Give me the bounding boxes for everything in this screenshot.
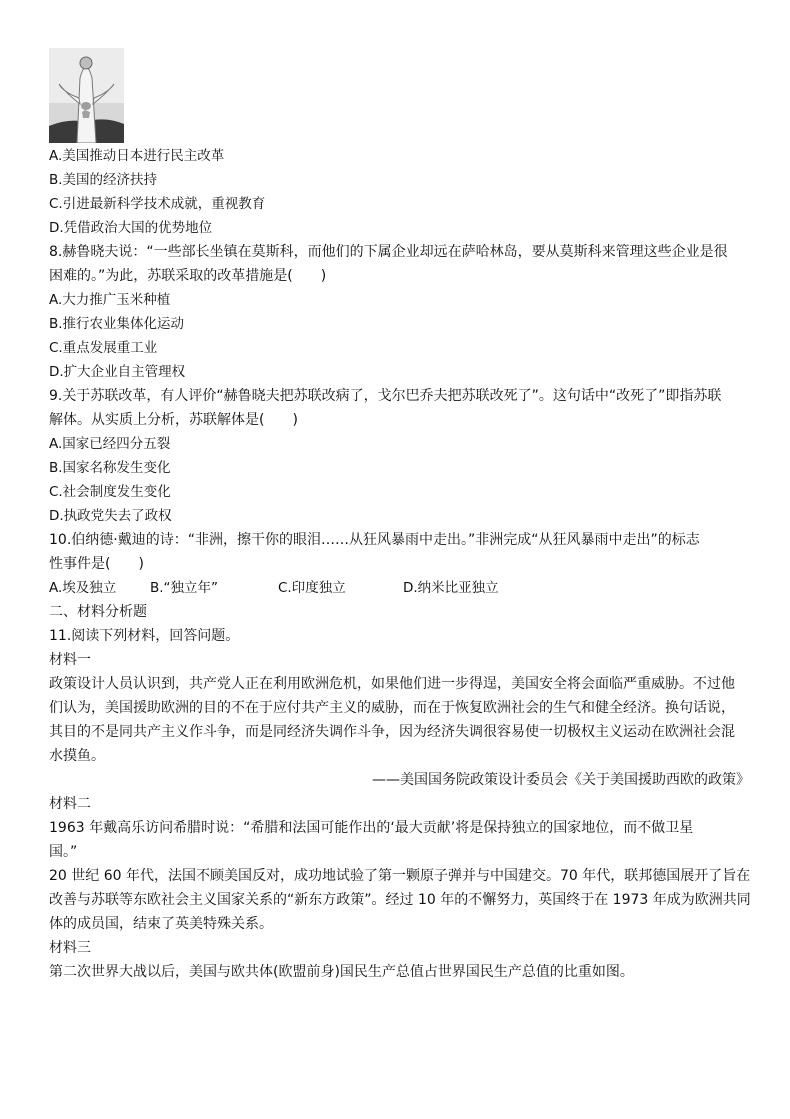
q7-option-a: A.美国推动日本进行民主改革 — [49, 148, 225, 164]
q10-option-a: A.埃及独立 — [49, 580, 117, 596]
material1-line3: 其目的不是同共产主义作斗争，而是同经济失调作斗争，因为经济失调很容易使一切极权主义运动在欧洲社会混 — [49, 724, 735, 740]
section2-heading: 二、材料分析题 — [49, 604, 147, 620]
q7-option-b: B.美国的经济扶持 — [49, 172, 158, 188]
q10-stem-line1: 10.伯纳德·戴迪的诗：“非洲，擦干你的眼泪……从狂风暴雨中走出。”非洲完成“从狂风暴雨中走出”的标志 — [49, 532, 700, 548]
q9-option-c: C.社会制度发生变化 — [49, 484, 171, 500]
material1-line1: 政策设计人员认识到，共产党人正在利用欧洲危机，如果他们进一步得逞，美国安全将会面临严重威胁。不过他 — [49, 676, 735, 692]
q8-option-c: C.重点发展重工业 — [49, 340, 158, 356]
material2-line4: 改善与苏联等东欧社会主义国家关系的“新东方政策”。经过 10 年的不懈努力，英国终于在 1973 年成为欧洲共同 — [49, 892, 751, 908]
q8-option-b: B.推行农业集体化运动 — [49, 316, 185, 332]
sculpture-image — [49, 48, 124, 143]
q10-option-d: D.纳米比亚独立 — [403, 580, 499, 596]
material2-line1: 1963 年戴高乐访问希腊时说：“希腊和法国可能作出的‘最大贡献’将是保持独立的国家地位，而不做卫星 — [49, 820, 694, 836]
material2-line3: 20 世纪 60 年代，法国不顾美国反对，成功地试验了第一颗原子弹并与中国建交。70 年代，联邦德国展开了旨在 — [49, 868, 751, 884]
q9-option-b: B.国家名称发生变化 — [49, 460, 171, 476]
q7-option-c: C.引进最新科学技术成就，重视教育 — [49, 196, 266, 212]
material1-line2: 们认为，美国援助欧洲的目的不在于应付共产主义的威胁，而在于恢复欧洲社会的生气和健全经济。换句话说， — [49, 700, 735, 716]
q8-option-d: D.扩大企业自主管理权 — [49, 364, 186, 380]
material1-title: 材料一 — [49, 652, 91, 668]
q9-option-a: A.国家已经四分五裂 — [49, 436, 171, 452]
q9-option-d: D.执政党失去了政权 — [49, 508, 172, 524]
q9-stem-line1: 9.关于苏联改革，有人评价“赫鲁晓夫把苏联改病了，戈尔巴乔夫把苏联改死了”。这句话中“改死了”即指苏联 — [49, 388, 722, 404]
material1-source: ——美国国务院政策设计委员会《关于美国援助西欧的政策》 — [372, 772, 750, 788]
material2-line2: 国。” — [49, 844, 78, 860]
material1-line4: 水摸鱼。 — [49, 748, 105, 764]
material2-title: 材料二 — [49, 796, 91, 812]
q10-option-c: C.印度独立 — [278, 580, 346, 596]
material3-title: 材料三 — [49, 940, 91, 956]
q10-options-row — [49, 578, 499, 598]
material3-line1: 第二次世界大战以后，美国与欧共体(欧盟前身)国民生产总值占世界国民生产总值的比重如图。 — [49, 964, 634, 980]
q10-option-b: B.“独立年” — [150, 580, 219, 596]
q11-stem: 11.阅读下列材料，回答问题。 — [49, 628, 240, 644]
q8-stem-line2: 困难的。”为此，苏联采取的改革措施是( ) — [49, 268, 327, 284]
q10-stem-line2: 性事件是( ) — [49, 556, 144, 572]
material2-line5: 体的成员国，结束了英美特殊关系。 — [49, 916, 273, 932]
q9-stem-line2: 解体。从实质上分析，苏联解体是( ) — [49, 412, 298, 428]
q7-option-d: D.凭借政治大国的优势地位 — [49, 220, 213, 236]
q8-stem-line1: 8.赫鲁晓夫说：“一些部长坐镇在莫斯科，而他们的下属企业却远在萨哈林岛，要从莫斯科来管理这些企业是很 — [49, 244, 728, 260]
sculpture-photo — [49, 48, 124, 143]
q8-option-a: A.大力推广玉米种植 — [49, 292, 171, 308]
